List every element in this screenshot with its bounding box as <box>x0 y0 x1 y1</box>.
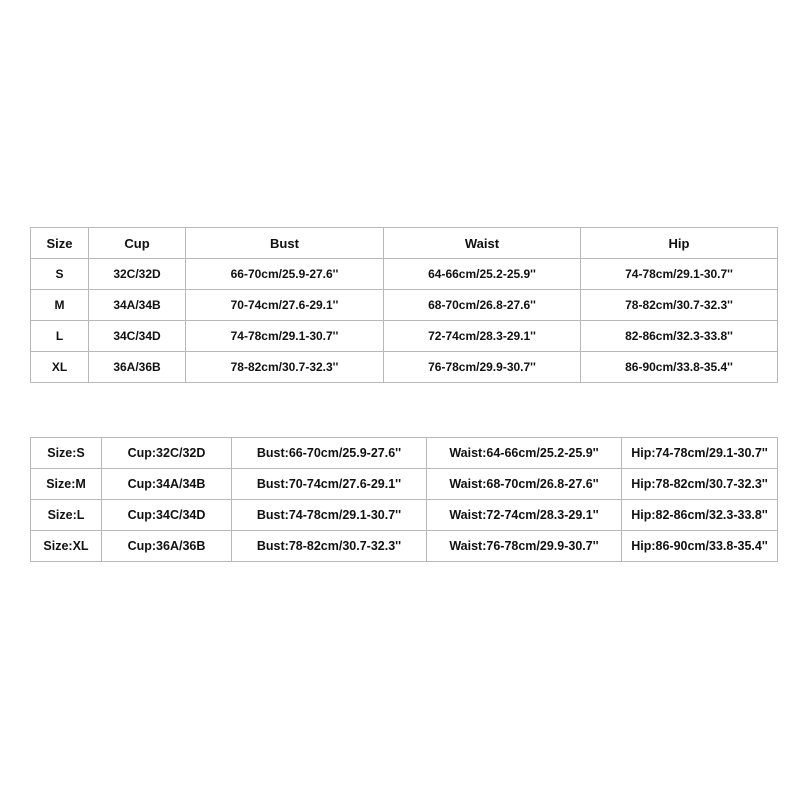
size-cell: XL <box>31 352 89 383</box>
cup-cell: Cup:34A/34B <box>102 469 232 500</box>
waist-cell: Waist:68-70cm/26.8-27.6'' <box>427 469 622 500</box>
size-cell: Size:XL <box>31 531 102 562</box>
bust-cell: 70-74cm/27.6-29.1'' <box>186 290 384 321</box>
cup-cell: 36A/36B <box>89 352 186 383</box>
bust-cell: 74-78cm/29.1-30.7'' <box>186 321 384 352</box>
table-row <box>31 469 778 500</box>
table-row <box>31 352 778 383</box>
size-cell: Size:L <box>31 500 102 531</box>
cup-cell: 34C/34D <box>89 321 186 352</box>
hip-cell: Hip:82-86cm/32.3-33.8'' <box>622 500 778 531</box>
table-row <box>31 321 778 352</box>
size-cell: L <box>31 321 89 352</box>
waist-cell: Waist:64-66cm/25.2-25.9'' <box>427 438 622 469</box>
bust-cell: Bust:66-70cm/25.9-27.6'' <box>232 438 427 469</box>
hip-cell: 86-90cm/33.8-35.4'' <box>581 352 778 383</box>
table-row <box>31 500 778 531</box>
size-chart-table-inline <box>30 437 778 562</box>
table-row <box>31 259 778 290</box>
header-size: Size <box>31 228 89 259</box>
size-cell: M <box>31 290 89 321</box>
size-cell: Size:M <box>31 469 102 500</box>
header-waist: Waist <box>384 228 581 259</box>
hip-cell: 78-82cm/30.7-32.3'' <box>581 290 778 321</box>
table-row <box>31 438 778 469</box>
waist-cell: 64-66cm/25.2-25.9'' <box>384 259 581 290</box>
waist-cell: 68-70cm/26.8-27.6'' <box>384 290 581 321</box>
hip-cell: 74-78cm/29.1-30.7'' <box>581 259 778 290</box>
waist-cell: 72-74cm/28.3-29.1'' <box>384 321 581 352</box>
hip-cell: 82-86cm/32.3-33.8'' <box>581 321 778 352</box>
header-cup: Cup <box>89 228 186 259</box>
header-bust: Bust <box>186 228 384 259</box>
bust-cell: 66-70cm/25.9-27.6'' <box>186 259 384 290</box>
bust-cell: 78-82cm/30.7-32.3'' <box>186 352 384 383</box>
cup-cell: 34A/34B <box>89 290 186 321</box>
cup-cell: Cup:34C/34D <box>102 500 232 531</box>
hip-cell: Hip:86-90cm/33.8-35.4'' <box>622 531 778 562</box>
bust-cell: Bust:74-78cm/29.1-30.7'' <box>232 500 427 531</box>
hip-cell: Hip:78-82cm/30.7-32.3'' <box>622 469 778 500</box>
cup-cell: Cup:36A/36B <box>102 531 232 562</box>
header-hip: Hip <box>581 228 778 259</box>
cup-cell: Cup:32C/32D <box>102 438 232 469</box>
waist-cell: Waist:72-74cm/28.3-29.1'' <box>427 500 622 531</box>
size-cell: Size:S <box>31 438 102 469</box>
header-row <box>31 228 778 259</box>
hip-cell: Hip:74-78cm/29.1-30.7'' <box>622 438 778 469</box>
size-cell: S <box>31 259 89 290</box>
cup-cell: 32C/32D <box>89 259 186 290</box>
bust-cell: Bust:78-82cm/30.7-32.3'' <box>232 531 427 562</box>
size-chart-table-columns <box>30 227 778 383</box>
table-row <box>31 531 778 562</box>
waist-cell: Waist:76-78cm/29.9-30.7'' <box>427 531 622 562</box>
bust-cell: Bust:70-74cm/27.6-29.1'' <box>232 469 427 500</box>
waist-cell: 76-78cm/29.9-30.7'' <box>384 352 581 383</box>
table-row <box>31 290 778 321</box>
